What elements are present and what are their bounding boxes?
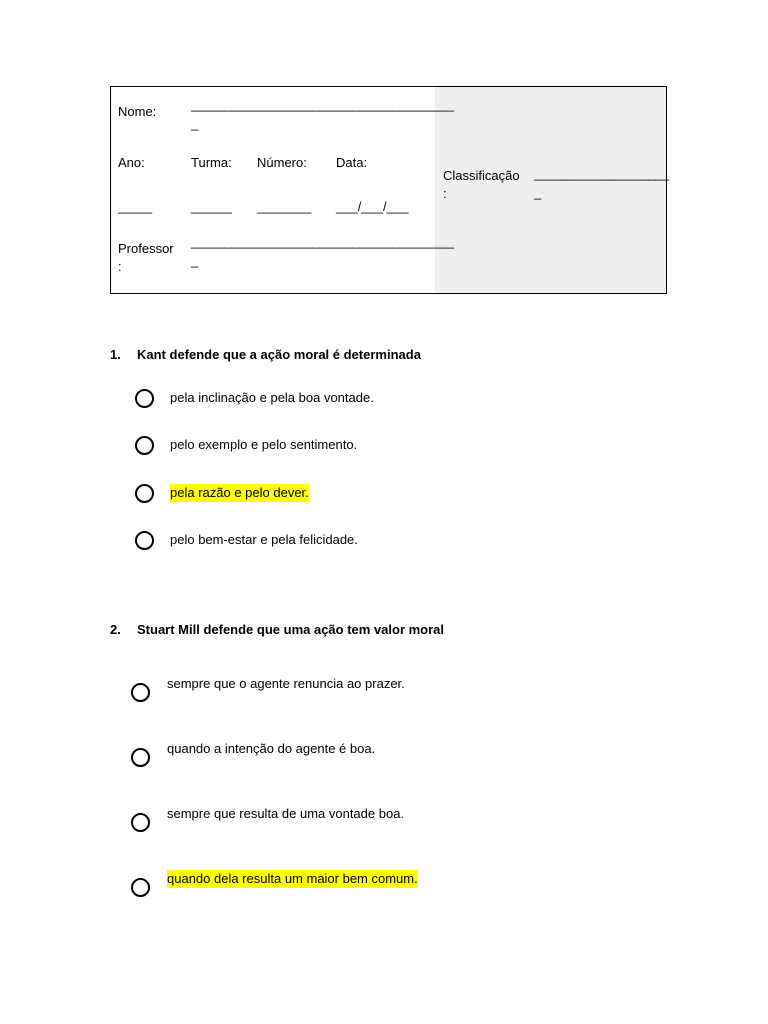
question-2-option-4-label-highlighted: quando dela resulta um maior bem comum. bbox=[167, 871, 418, 886]
question-2-option-2-radio[interactable] bbox=[131, 748, 150, 767]
question-2-option-3-radio[interactable] bbox=[131, 813, 150, 832]
classificacao-label: Classificação bbox=[443, 168, 520, 183]
nome-field-tail: _ bbox=[191, 116, 199, 131]
question-1-option-1-radio[interactable] bbox=[135, 389, 154, 408]
nome-label: Nome: bbox=[118, 104, 157, 119]
question-2-option-2-label: quando a intenção do agente é boa. bbox=[167, 741, 376, 756]
question-2-option-4-radio[interactable] bbox=[131, 878, 150, 897]
student-info-header bbox=[110, 86, 667, 294]
question-1-option-2-radio[interactable] bbox=[135, 436, 154, 455]
professor-label-colon: : bbox=[118, 259, 122, 274]
data-label: Data: bbox=[336, 155, 368, 170]
question-1-option-3-radio[interactable] bbox=[135, 484, 154, 503]
question-1-option-4-label: pelo bem-estar e pela felicidade. bbox=[170, 532, 358, 547]
turma-field[interactable]: ______ bbox=[191, 199, 232, 214]
question-2-prompt: Stuart Mill defende que uma ação tem valor moral bbox=[137, 622, 445, 637]
question-2-option-3-label: sempre que resulta de uma vontade boa. bbox=[167, 806, 405, 821]
question-1-option-3-label-highlighted: pela razão e pelo dever. bbox=[170, 485, 309, 500]
question-1-option-4-radio[interactable] bbox=[135, 531, 154, 550]
classificacao-field-tail: _ bbox=[534, 185, 542, 200]
question-2-option-1-radio[interactable] bbox=[131, 683, 150, 702]
question-1-option-1-label: pela inclinação e pela boa vontade. bbox=[170, 390, 374, 405]
turma-label: Turma: bbox=[191, 155, 232, 170]
data-field[interactable]: ___/___/___ bbox=[336, 199, 409, 214]
classificacao-field[interactable]: ____________________ bbox=[534, 166, 669, 181]
nome-field[interactable]: _______________________________________ bbox=[191, 97, 454, 112]
question-2-number: 2. bbox=[110, 622, 121, 637]
classificacao-label-colon: : bbox=[443, 186, 447, 201]
ano-field[interactable]: _____ bbox=[118, 199, 152, 214]
numero-label: Número: bbox=[257, 155, 307, 170]
professor-label: Professor bbox=[118, 241, 174, 256]
professor-field[interactable]: _______________________________________ bbox=[191, 234, 454, 249]
question-1-prompt: Kant defende que a ação moral é determinada bbox=[137, 347, 421, 362]
question-1-number: 1. bbox=[110, 347, 121, 362]
numero-field[interactable]: ________ bbox=[257, 199, 311, 214]
ano-label: Ano: bbox=[118, 155, 145, 170]
question-2-option-1-label: sempre que o agente renuncia ao prazer. bbox=[167, 676, 405, 691]
question-1-option-2-label: pelo exemplo e pelo sentimento. bbox=[170, 437, 358, 452]
grade-panel bbox=[435, 87, 666, 293]
professor-field-tail: _ bbox=[191, 253, 199, 268]
